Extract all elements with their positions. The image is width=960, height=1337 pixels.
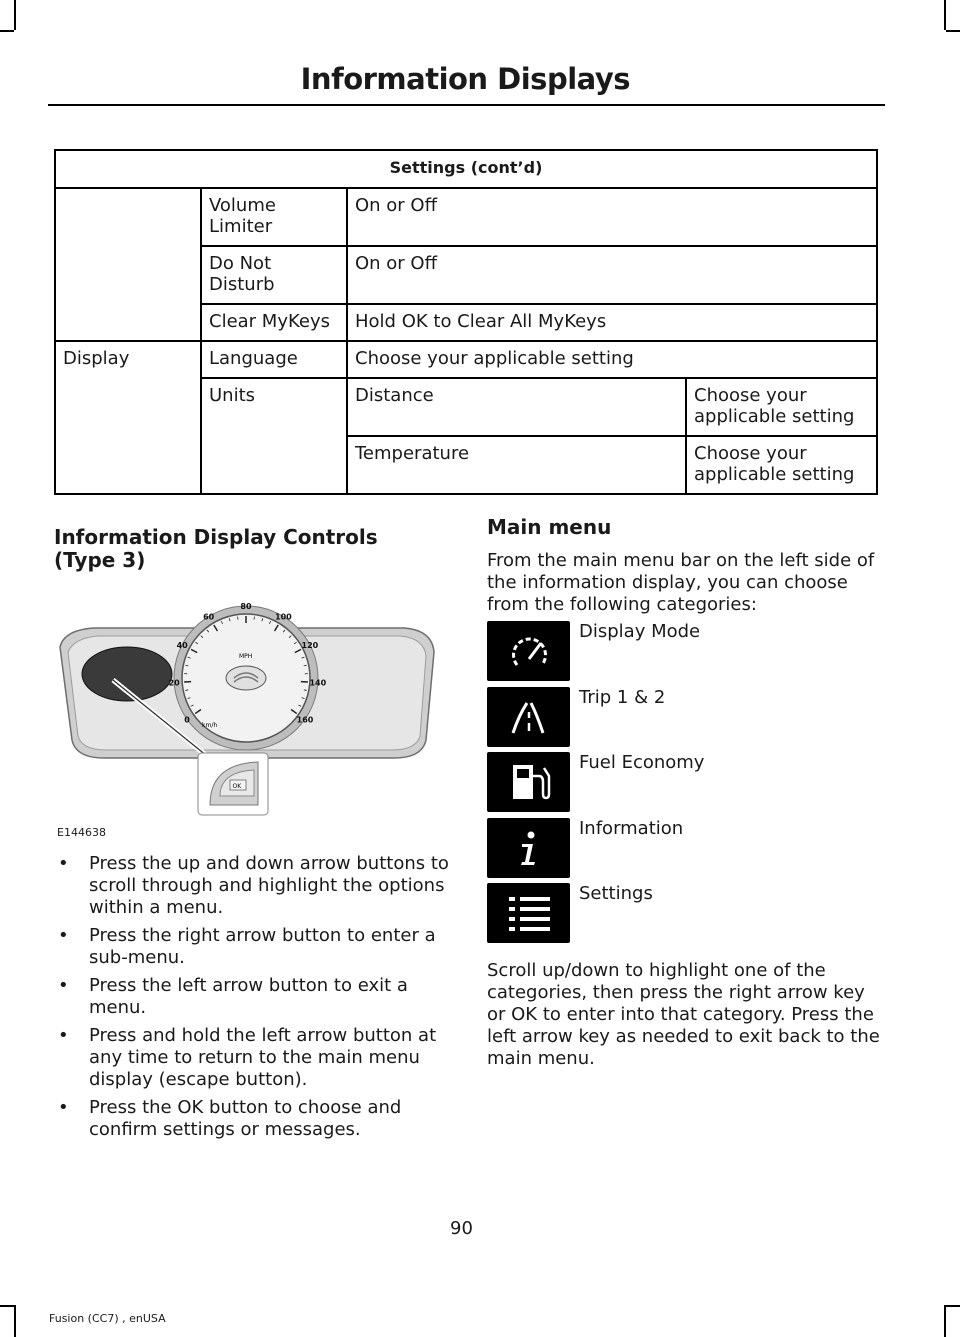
list-item: • Press the up and down arrow buttons to scroll through and highlight the options within a menu. xyxy=(54,853,449,919)
section-heading-controls: Information Display Controls (Type 3) xyxy=(54,525,378,572)
dial-tick-label: 140 xyxy=(309,678,327,688)
instrument-cluster-illustration xyxy=(54,602,444,852)
crop-mark xyxy=(944,1305,946,1337)
crop-mark xyxy=(944,0,946,30)
table-cell: Choose your applicable setting xyxy=(347,341,877,378)
menu-item-settings xyxy=(487,883,887,943)
menu-item-information xyxy=(487,818,887,878)
menu-item-label: Display Mode xyxy=(579,621,701,642)
menu-item-label: Trip 1 & 2 xyxy=(579,687,666,708)
crop-mark xyxy=(946,1305,960,1307)
dial-tick-label: 120 xyxy=(301,640,319,650)
list-icon xyxy=(487,883,570,943)
table-cell: Choose your applicable setting xyxy=(686,378,877,436)
controls-bullet-list xyxy=(54,853,449,1147)
cluster-svg xyxy=(54,602,444,852)
fuel-pump-icon xyxy=(487,752,570,812)
list-item: • Press the left arrow button to exit a menu. xyxy=(54,975,449,1019)
menu-item-fuel-economy xyxy=(487,752,887,812)
table-cell: Clear MyKeys xyxy=(201,304,347,341)
main-menu-intro: From the main menu bar on the left side of the information display, you can choose from the following categories: xyxy=(487,550,875,615)
menu-item-label: Fuel Economy xyxy=(579,752,705,773)
footer-model: Fusion (CC7) , enUSA xyxy=(49,1312,166,1325)
gauge-icon xyxy=(487,621,570,681)
table-row xyxy=(55,341,877,378)
table-cell: Distance xyxy=(347,378,686,436)
menu-item-label: Settings xyxy=(579,883,653,904)
crop-mark xyxy=(946,30,960,32)
table-cell: Temperature xyxy=(347,436,686,494)
dial-tick-label: 160 xyxy=(296,715,314,725)
page-title: Information Displays xyxy=(300,62,630,96)
menu-item-display-mode xyxy=(487,621,887,681)
dial-tick-label: 0 xyxy=(184,715,190,725)
title-rule xyxy=(48,104,885,106)
table-caption: Settings (cont’d) xyxy=(55,150,877,188)
figure-id: E144638 xyxy=(57,826,106,839)
table-cell: Language xyxy=(201,341,347,378)
list-item: • Press and hold the left arrow button at any time to return to the main menu display (escape button). xyxy=(54,1025,449,1091)
main-menu-outro: Scroll up/down to highlight one of the categories, then press the right arrow key or OK to enter into that category. Press the left arrow key as needed to exit back to the main menu. xyxy=(487,960,880,1069)
table-cell: Hold OK to Clear All MyKeys xyxy=(347,304,877,341)
kmh-label: km/h xyxy=(202,722,218,729)
info-icon xyxy=(487,818,570,878)
dial-tick-label: 20 xyxy=(168,678,180,688)
list-item: • Press the OK button to choose and confirm settings or messages. xyxy=(54,1097,449,1141)
crop-mark xyxy=(14,1305,16,1337)
table-cell: Do Not Disturb xyxy=(201,246,347,304)
center-emblem xyxy=(226,666,266,690)
table-cell: On or Off xyxy=(347,246,877,304)
table-row xyxy=(55,188,877,246)
settings-table xyxy=(54,149,878,495)
road-icon xyxy=(487,687,570,747)
table-cell: Volume Limiter xyxy=(201,188,347,246)
menu-item-label: Information xyxy=(579,818,684,839)
dial-tick-label: 40 xyxy=(176,640,188,650)
table-cell xyxy=(55,188,201,341)
crop-mark xyxy=(0,30,14,32)
crop-mark xyxy=(14,0,16,30)
page-number: 90 xyxy=(450,1218,473,1239)
menu-item-trip xyxy=(487,687,887,747)
crop-mark xyxy=(0,1305,14,1307)
dial-tick-label: 60 xyxy=(203,612,215,622)
table-cell: Units xyxy=(201,378,347,494)
list-item: • Press the right arrow button to enter a sub-menu. xyxy=(54,925,449,969)
mph-label: MPH xyxy=(239,653,253,660)
ok-label: OK xyxy=(232,782,242,790)
section-heading-main-menu: Main menu xyxy=(487,515,612,539)
table-cell: On or Off xyxy=(347,188,877,246)
table-cell: Display xyxy=(55,341,201,494)
dial-tick-label: 100 xyxy=(275,612,292,622)
table-cell: Choose your applicable setting xyxy=(686,436,877,494)
dial-tick-label: 80 xyxy=(240,602,252,611)
